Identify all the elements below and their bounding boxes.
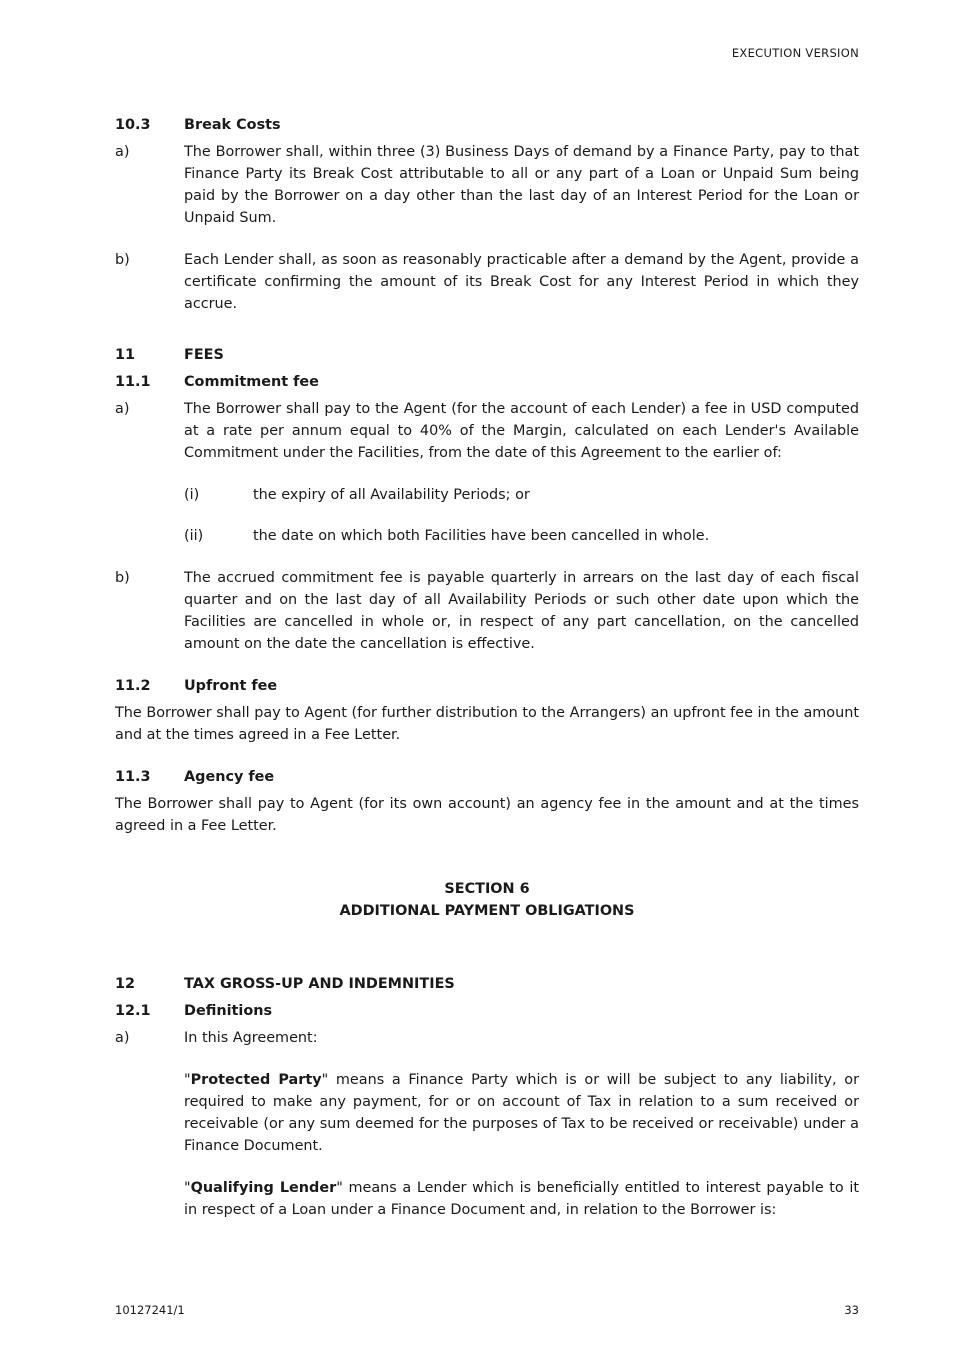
heading-12-1: 12.1 Definitions (115, 1003, 273, 1019)
clause-11-3-text: The Borrower shall pay to Agent (for its own account) an agency fee in the amount and at the times agreed in a Fee Letter. (115, 796, 859, 834)
clause-11-1-a-ii: (ii) the date on which both Facilities have been cancelled in whole. (184, 528, 710, 544)
clause-12-1-a: a) In this Agreement: (115, 1030, 318, 1046)
definition-protected-party: "Protected Party" means a Finance Party which is or will be subject to any liability, or required to make any payment, for or on account of Tax in relation to a sum received or receivable (or any sum deemed for the purposes of Tax to be received or receivable) under a Finance Document. (184, 1072, 859, 1154)
execution-version-header: EXECUTION VERSION (731, 46, 859, 60)
heading-11-2: 11.2 Upfront fee (115, 678, 278, 694)
document-body (115, 114, 859, 1221)
page-number: 33 (844, 1303, 859, 1317)
heading-11-3: 11.3 Agency fee (115, 769, 275, 785)
heading-10-3: 10.3 Break Costs (115, 117, 281, 133)
clause-10-3-a: a) The Borrower shall, within three (3) Business Days of demand by a Finance Party, pay to that Finance Party its Break Cost attributable to all or any part of a Loan or Unpaid Sum being paid by the Borrower on a day other than the last day of an Interest Period for the Loan or Unpaid Sum. (115, 144, 859, 226)
clause-11-1-a: a) The Borrower shall pay to the Agent (for the account of each Lender) a fee in USD computed at a rate per annum equal to 40% of the Margin, calculated on each Lender's Available Commitment under the Facilities, from the date of this Agreement to the earlier of: (115, 401, 859, 461)
definition-qualifying-lender: "Qualifying Lender" means a Lender which is beneficially entitled to interest payable to it in respect of a Loan under a Finance Document and, in relation to the Borrower is: (184, 1180, 859, 1218)
term-protected-party: Protected Party (190, 1072, 322, 1088)
clause-11-2-text: The Borrower shall pay to Agent (for further distribution to the Arrangers) an upfront fee in the amount and at the times agreed in a Fee Letter. (115, 705, 859, 743)
heading-11-1: 11.1 Commitment fee (115, 374, 319, 390)
clause-10-3-b: b) Each Lender shall, as soon as reasonably practicable after a demand by the Agent, provide a certificate confirming the amount of its Break Cost for any Interest Period in which they accrue. (115, 252, 859, 312)
term-qualifying-lender: Qualifying Lender (190, 1180, 337, 1196)
document-id: 10127241/1 (115, 1303, 185, 1317)
clause-11-1-a-i: (i) the expiry of all Availability Periods; or (184, 487, 530, 503)
heading-12: 12 TAX GROSS-UP AND INDEMNITIES (115, 976, 455, 992)
clause-11-1-b: b) The accrued commitment fee is payable quarterly in arrears on the last day of each fiscal quarter and on the last day of all Availability Periods or such other date upon which the Facilities are cancelled in whole or, in respect of any part cancellation, on the cancelled amount on the date the cancellation is effective. (115, 570, 859, 652)
section-6-subtitle: ADDITIONAL PAYMENT OBLIGATIONS (339, 903, 635, 919)
heading-11: 11 FEES (115, 347, 224, 363)
section-6-title: SECTION 6 (444, 881, 530, 897)
